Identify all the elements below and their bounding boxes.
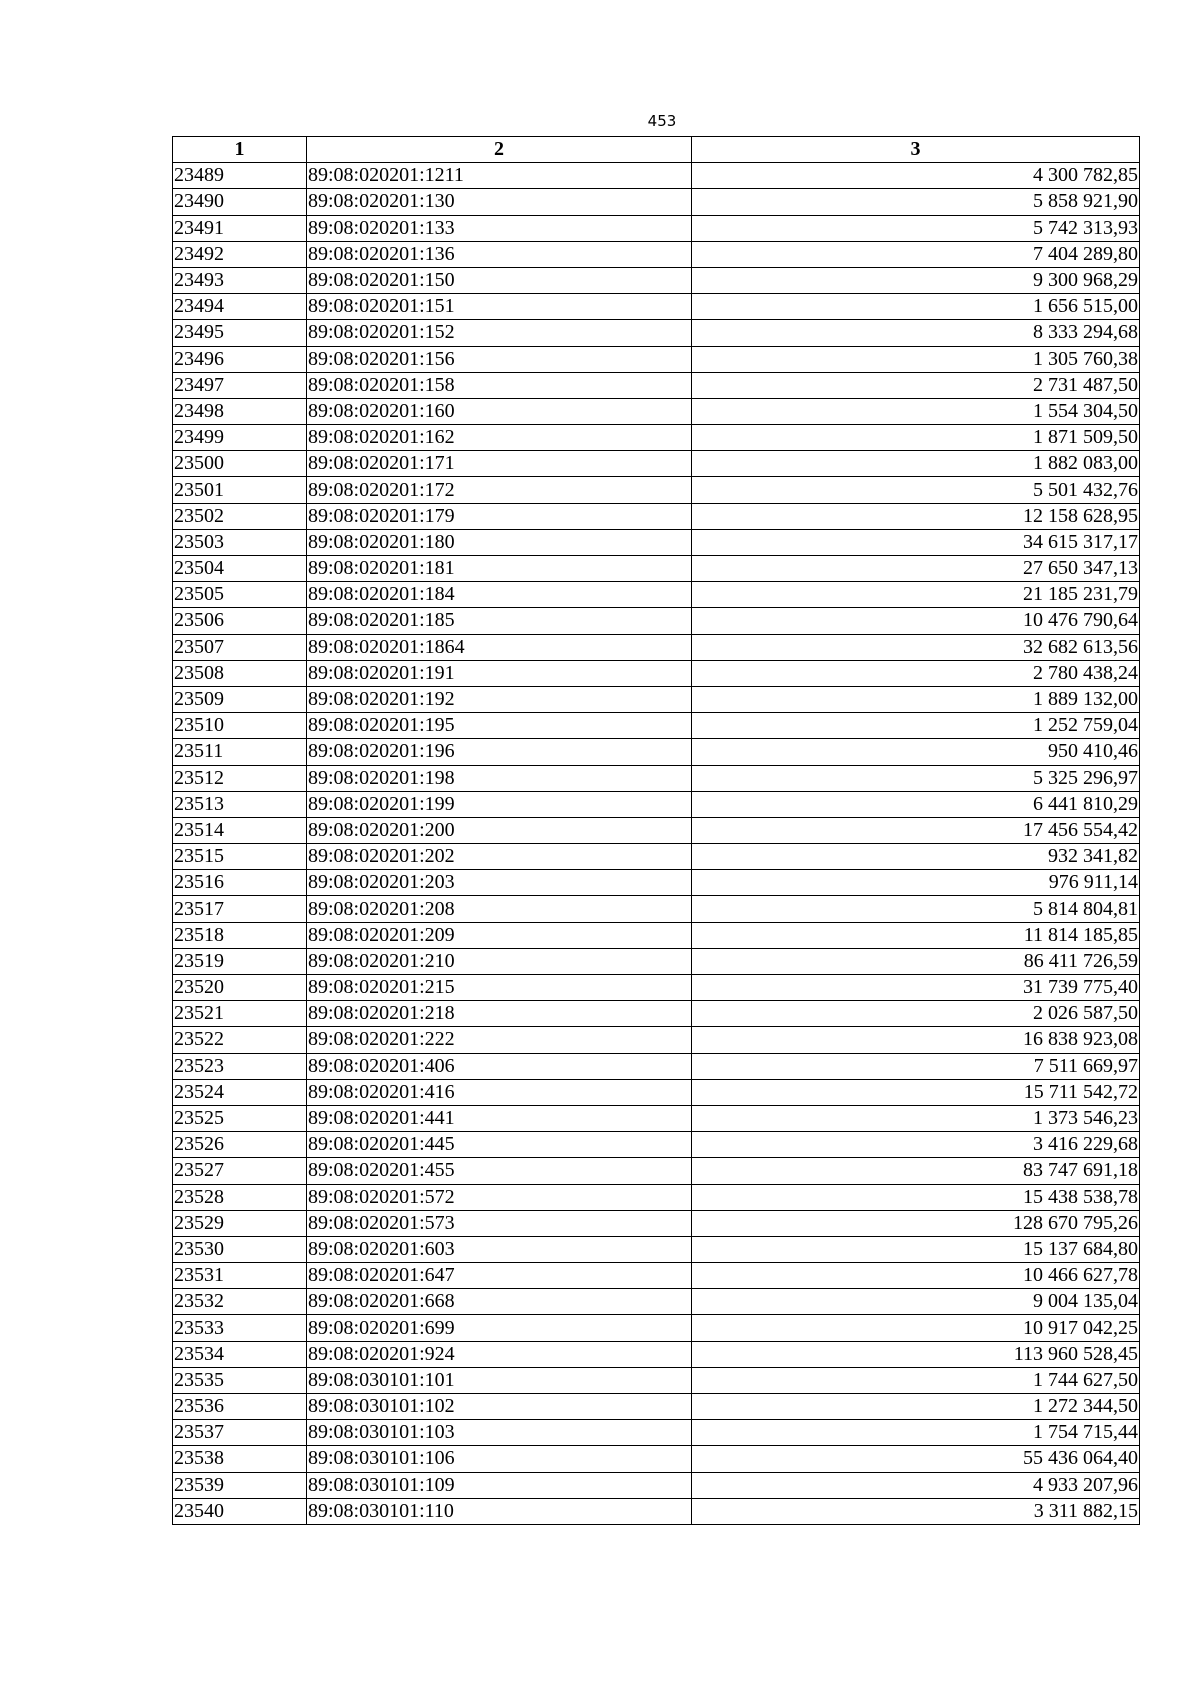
cadastral-number-cell: 89:08:030101:110 [307,1498,692,1524]
table-row [173,1132,1140,1158]
table-row [173,477,1140,503]
table-row [173,1105,1140,1131]
row-number-cell: 23489 [173,163,307,189]
value-cell: 4 933 207,96 [692,1472,1140,1498]
row-number-cell: 23509 [173,686,307,712]
value-cell: 5 742 313,93 [692,215,1140,241]
value-cell: 27 650 347,13 [692,556,1140,582]
row-number-cell: 23492 [173,241,307,267]
value-cell: 128 670 795,26 [692,1210,1140,1236]
cadastral-number-cell: 89:08:020201:158 [307,372,692,398]
table-row [173,1027,1140,1053]
value-cell: 15 137 684,80 [692,1236,1140,1262]
cadastral-number-cell: 89:08:020201:222 [307,1027,692,1053]
value-cell: 5 325 296,97 [692,765,1140,791]
cadastral-number-cell: 89:08:020201:199 [307,791,692,817]
cadastral-number-cell: 89:08:020201:160 [307,398,692,424]
row-number-cell: 23496 [173,346,307,372]
table-row [173,372,1140,398]
value-cell: 83 747 691,18 [692,1158,1140,1184]
row-number-cell: 23517 [173,896,307,922]
value-cell: 15 711 542,72 [692,1079,1140,1105]
row-number-cell: 23498 [173,398,307,424]
value-cell: 7 511 669,97 [692,1053,1140,1079]
cadastral-number-cell: 89:08:020201:202 [307,844,692,870]
table-row [173,975,1140,1001]
table-row [173,713,1140,739]
value-cell: 5 858 921,90 [692,189,1140,215]
value-cell: 32 682 613,56 [692,634,1140,660]
row-number-cell: 23530 [173,1236,307,1262]
cadastral-number-cell: 89:08:020201:445 [307,1132,692,1158]
table-row [173,241,1140,267]
cadastral-number-cell: 89:08:020201:441 [307,1105,692,1131]
cadastral-number-cell: 89:08:020201:172 [307,477,692,503]
cadastral-number-cell: 89:08:020201:195 [307,713,692,739]
row-number-cell: 23500 [173,451,307,477]
column-header-3: 3 [692,137,1140,163]
table-row [173,320,1140,346]
cadastral-number-cell: 89:08:030101:106 [307,1446,692,1472]
value-cell: 1 656 515,00 [692,294,1140,320]
row-number-cell: 23510 [173,713,307,739]
row-number-cell: 23499 [173,425,307,451]
value-cell: 4 300 782,85 [692,163,1140,189]
row-number-cell: 23511 [173,739,307,765]
cadastral-number-cell: 89:08:020201:180 [307,529,692,555]
cadastral-number-cell: 89:08:020201:455 [307,1158,692,1184]
value-cell: 2 731 487,50 [692,372,1140,398]
value-cell: 17 456 554,42 [692,817,1140,843]
table-row [173,948,1140,974]
table-header-row [173,137,1140,163]
row-number-cell: 23519 [173,948,307,974]
row-number-cell: 23534 [173,1341,307,1367]
table-row [173,765,1140,791]
table-row [173,739,1140,765]
cadastral-number-cell: 89:08:020201:152 [307,320,692,346]
row-number-cell: 23523 [173,1053,307,1079]
cadastral-number-cell: 89:08:020201:192 [307,686,692,712]
value-cell: 1 754 715,44 [692,1420,1140,1446]
value-cell: 9 300 968,29 [692,267,1140,293]
row-number-cell: 23525 [173,1105,307,1131]
cadastral-number-cell: 89:08:020201:203 [307,870,692,896]
value-cell: 34 615 317,17 [692,529,1140,555]
value-cell: 16 838 923,08 [692,1027,1140,1053]
value-cell: 1 252 759,04 [692,713,1140,739]
row-number-cell: 23522 [173,1027,307,1053]
row-number-cell: 23524 [173,1079,307,1105]
row-number-cell: 23494 [173,294,307,320]
value-cell: 31 739 775,40 [692,975,1140,1001]
cadastral-number-cell: 89:08:020201:215 [307,975,692,1001]
cadastral-number-cell: 89:08:020201:171 [307,451,692,477]
table-row [173,1236,1140,1262]
row-number-cell: 23491 [173,215,307,241]
cadastral-number-cell: 89:08:030101:101 [307,1367,692,1393]
row-number-cell: 23529 [173,1210,307,1236]
cadastral-number-cell: 89:08:020201:572 [307,1184,692,1210]
cadastral-number-cell: 89:08:020201:647 [307,1263,692,1289]
cadastral-number-cell: 89:08:020201:133 [307,215,692,241]
value-cell: 7 404 289,80 [692,241,1140,267]
value-cell: 1 272 344,50 [692,1394,1140,1420]
table-row [173,817,1140,843]
page-number: 453 [647,112,677,130]
value-cell: 10 466 627,78 [692,1263,1140,1289]
row-number-cell: 23506 [173,608,307,634]
row-number-cell: 23497 [173,372,307,398]
cadastral-number-cell: 89:08:020201:196 [307,739,692,765]
value-cell: 1 882 083,00 [692,451,1140,477]
value-cell: 5 501 432,76 [692,477,1140,503]
data-table [172,136,1140,1525]
value-cell: 10 917 042,25 [692,1315,1140,1341]
table-row [173,267,1140,293]
table-row [173,896,1140,922]
value-cell: 6 441 810,29 [692,791,1140,817]
cadastral-number-cell: 89:08:020201:156 [307,346,692,372]
row-number-cell: 23533 [173,1315,307,1341]
table-row [173,346,1140,372]
table-row [173,1053,1140,1079]
row-number-cell: 23513 [173,791,307,817]
cadastral-number-cell: 89:08:020201:416 [307,1079,692,1105]
value-cell: 2 026 587,50 [692,1001,1140,1027]
cadastral-number-cell: 89:08:020201:198 [307,765,692,791]
table-row [173,1394,1140,1420]
cadastral-number-cell: 89:08:020201:185 [307,608,692,634]
table-row [173,1079,1140,1105]
table-row [173,634,1140,660]
table-row [173,1472,1140,1498]
cadastral-number-cell: 89:08:020201:162 [307,425,692,451]
cadastral-number-cell: 89:08:020201:191 [307,660,692,686]
value-cell: 1 889 132,00 [692,686,1140,712]
cadastral-number-cell: 89:08:020201:151 [307,294,692,320]
cadastral-number-cell: 89:08:030101:102 [307,1394,692,1420]
value-cell: 15 438 538,78 [692,1184,1140,1210]
row-number-cell: 23507 [173,634,307,660]
cadastral-number-cell: 89:08:020201:406 [307,1053,692,1079]
table-row [173,1498,1140,1524]
value-cell: 10 476 790,64 [692,608,1140,634]
value-cell: 932 341,82 [692,844,1140,870]
row-number-cell: 23512 [173,765,307,791]
row-number-cell: 23539 [173,1472,307,1498]
cadastral-number-cell: 89:08:020201:210 [307,948,692,974]
cadastral-number-cell: 89:08:020201:668 [307,1289,692,1315]
table-row [173,451,1140,477]
row-number-cell: 23526 [173,1132,307,1158]
table-body [173,163,1140,1525]
table-row [173,922,1140,948]
cadastral-number-cell: 89:08:020201:179 [307,503,692,529]
cadastral-number-cell: 89:08:020201:136 [307,241,692,267]
value-cell: 113 960 528,45 [692,1341,1140,1367]
table-row [173,660,1140,686]
table-row [173,1420,1140,1446]
value-cell: 12 158 628,95 [692,503,1140,529]
row-number-cell: 23514 [173,817,307,843]
table-row [173,294,1140,320]
row-number-cell: 23536 [173,1394,307,1420]
row-number-cell: 23521 [173,1001,307,1027]
table-row [173,1341,1140,1367]
row-number-cell: 23503 [173,529,307,555]
value-cell: 9 004 135,04 [692,1289,1140,1315]
value-cell: 21 185 231,79 [692,582,1140,608]
row-number-cell: 23515 [173,844,307,870]
cadastral-number-cell: 89:08:020201:208 [307,896,692,922]
cadastral-number-cell: 89:08:020201:150 [307,267,692,293]
table-row [173,1001,1140,1027]
value-cell: 86 411 726,59 [692,948,1140,974]
cadastral-number-cell: 89:08:020201:924 [307,1341,692,1367]
table-row [173,163,1140,189]
row-number-cell: 23535 [173,1367,307,1393]
cadastral-number-cell: 89:08:020201:218 [307,1001,692,1027]
table-row [173,1210,1140,1236]
table-row [173,844,1140,870]
table-row [173,791,1140,817]
table-row [173,529,1140,555]
row-number-cell: 23520 [173,975,307,1001]
row-number-cell: 23516 [173,870,307,896]
row-number-cell: 23537 [173,1420,307,1446]
column-header-2: 2 [307,137,692,163]
row-number-cell: 23531 [173,1263,307,1289]
table-row [173,425,1140,451]
cadastral-number-cell: 89:08:020201:200 [307,817,692,843]
table-row [173,189,1140,215]
cadastral-number-cell: 89:08:020201:1211 [307,163,692,189]
table-row [173,1446,1140,1472]
table-row [173,1315,1140,1341]
value-cell: 1 871 509,50 [692,425,1140,451]
value-cell: 1 554 304,50 [692,398,1140,424]
cadastral-number-cell: 89:08:020201:603 [307,1236,692,1262]
row-number-cell: 23495 [173,320,307,346]
table-row [173,398,1140,424]
column-header-1: 1 [173,137,307,163]
value-cell: 3 311 882,15 [692,1498,1140,1524]
table-row [173,582,1140,608]
row-number-cell: 23532 [173,1289,307,1315]
cadastral-number-cell: 89:08:030101:109 [307,1472,692,1498]
value-cell: 11 814 185,85 [692,922,1140,948]
value-cell: 8 333 294,68 [692,320,1140,346]
value-cell: 3 416 229,68 [692,1132,1140,1158]
row-number-cell: 23528 [173,1184,307,1210]
value-cell: 55 436 064,40 [692,1446,1140,1472]
table-row [173,1184,1140,1210]
row-number-cell: 23505 [173,582,307,608]
row-number-cell: 23502 [173,503,307,529]
row-number-cell: 23518 [173,922,307,948]
cadastral-number-cell: 89:08:020201:573 [307,1210,692,1236]
table-row [173,503,1140,529]
cadastral-number-cell: 89:08:020201:1864 [307,634,692,660]
cadastral-number-cell: 89:08:030101:103 [307,1420,692,1446]
value-cell: 950 410,46 [692,739,1140,765]
value-cell: 976 911,14 [692,870,1140,896]
cadastral-number-cell: 89:08:020201:130 [307,189,692,215]
value-cell: 5 814 804,81 [692,896,1140,922]
table-row [173,1367,1140,1393]
cadastral-number-cell: 89:08:020201:181 [307,556,692,582]
table-row [173,1263,1140,1289]
row-number-cell: 23540 [173,1498,307,1524]
row-number-cell: 23508 [173,660,307,686]
table-row [173,1289,1140,1315]
cadastral-number-cell: 89:08:020201:184 [307,582,692,608]
value-cell: 1 744 627,50 [692,1367,1140,1393]
row-number-cell: 23501 [173,477,307,503]
row-number-cell: 23493 [173,267,307,293]
table-row [173,1158,1140,1184]
cadastral-number-cell: 89:08:020201:699 [307,1315,692,1341]
table-row [173,556,1140,582]
table-row [173,870,1140,896]
table-row [173,686,1140,712]
value-cell: 2 780 438,24 [692,660,1140,686]
cadastral-number-cell: 89:08:020201:209 [307,922,692,948]
row-number-cell: 23490 [173,189,307,215]
value-cell: 1 305 760,38 [692,346,1140,372]
row-number-cell: 23538 [173,1446,307,1472]
row-number-cell: 23527 [173,1158,307,1184]
table-row [173,608,1140,634]
value-cell: 1 373 546,23 [692,1105,1140,1131]
table-row [173,215,1140,241]
row-number-cell: 23504 [173,556,307,582]
